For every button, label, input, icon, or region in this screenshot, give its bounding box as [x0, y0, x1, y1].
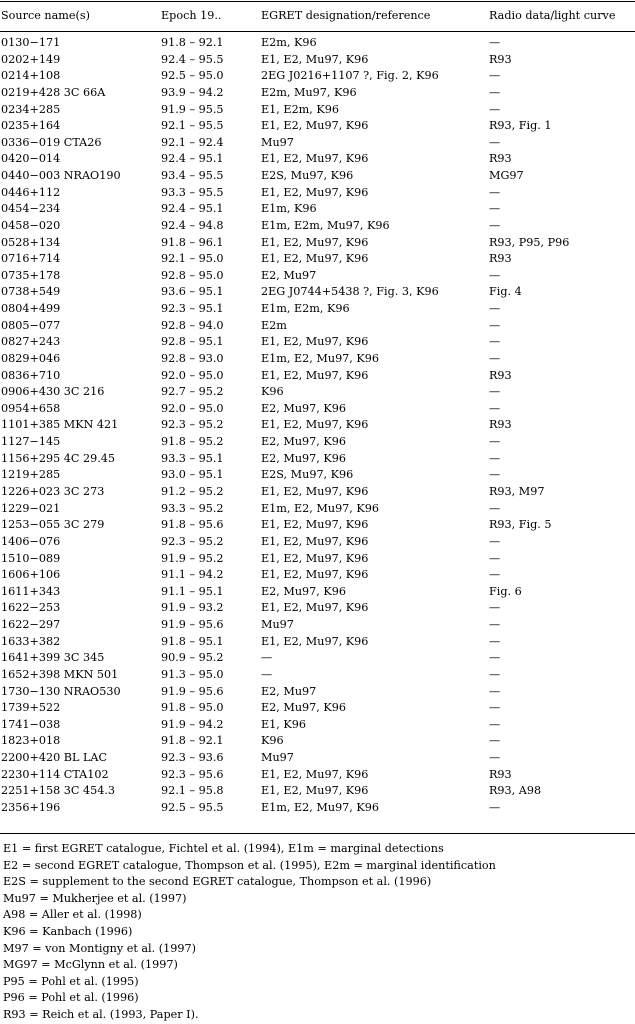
- egret-designation-cell: 2EG J0744+5438 ?, Fig. 3, K96: [261, 285, 439, 299]
- egret-designation-cell: E1, E2, Mu97, K96: [261, 767, 369, 781]
- epoch-cell: 92.1 – 92.4: [161, 135, 224, 149]
- epoch-cell: 91.2 – 95.2: [161, 485, 224, 498]
- bottom-rule: [0, 833, 635, 834]
- epoch-cell: 92.7 – 95.2: [161, 385, 224, 399]
- radio-data-cell: —: [489, 385, 501, 399]
- epoch-cell: 92.3 – 93.6: [161, 751, 224, 765]
- radio-data-cell: —: [489, 102, 501, 116]
- epoch-cell: 93.3 – 95.1: [161, 451, 224, 465]
- radio-data-cell: —: [489, 534, 501, 548]
- radio-data-cell: R93: [489, 252, 512, 266]
- epoch-cell: 92.5 – 95.0: [161, 69, 224, 83]
- radio-data-cell: —: [489, 751, 501, 765]
- epoch-cell: 91.8 – 95.1: [161, 634, 224, 648]
- epoch-cell: 92.0 – 95.0: [161, 401, 224, 415]
- source-name-cell: 1226+023 3C 273: [1, 485, 105, 498]
- source-name-cell: 0440−003 NRAO190: [1, 169, 121, 183]
- radio-data-cell: —: [489, 717, 501, 731]
- radio-data-cell: —: [489, 218, 501, 232]
- radio-data-cell: R93: [489, 152, 512, 166]
- egret-designation-cell: E2m, K96: [261, 36, 317, 49]
- egret-designation-cell: E2S, Mu97, K96: [261, 169, 354, 183]
- table-row: [0, 417, 635, 434]
- source-name-cell: 1606+106: [1, 568, 61, 582]
- table-row: [0, 717, 635, 734]
- egret-designation-cell: E1, E2, Mu97, K96: [261, 568, 369, 582]
- epoch-cell: 92.3 – 95.6: [161, 767, 224, 781]
- epoch-cell: 90.9 – 95.2: [161, 651, 224, 665]
- epoch-cell: 93.6 – 95.1: [161, 285, 224, 299]
- epoch-cell: 91.8 – 95.0: [161, 701, 224, 715]
- egret-designation-cell: E1, E2, Mu97, K96: [261, 119, 369, 133]
- header-source-names: Source name(s): [1, 9, 90, 22]
- epoch-cell: 92.8 – 94.0: [161, 318, 224, 332]
- epoch-cell: 91.8 – 95.6: [161, 518, 224, 532]
- note-line: E2 = second EGRET catalogue, Thompson et al. (1995), E2m = marginal identification: [3, 858, 496, 872]
- egret-designation-cell: E1m, E2, Mu97, K96: [261, 351, 380, 365]
- egret-designation-cell: Mu97: [261, 135, 294, 149]
- table-row: [0, 667, 635, 684]
- table-row: [0, 185, 635, 202]
- radio-data-cell: —: [489, 351, 501, 365]
- epoch-cell: 91.9 – 93.2: [161, 601, 224, 615]
- note-line: Mu97 = Mukherjee et al. (1997): [3, 891, 187, 905]
- table-row: [0, 783, 635, 800]
- table-row: [0, 600, 635, 617]
- table-row: [0, 700, 635, 717]
- radio-data-cell: —: [489, 451, 501, 465]
- source-name-cell: 0458−020: [1, 218, 61, 232]
- table-row: [0, 284, 635, 301]
- egret-designation-cell: —: [261, 651, 273, 665]
- table-row: [0, 268, 635, 285]
- egret-designation-cell: E2, Mu97, K96: [261, 435, 346, 449]
- table-row: [0, 301, 635, 318]
- radio-data-cell: —: [489, 734, 501, 748]
- radio-data-cell: R93: [489, 767, 512, 781]
- radio-data-cell: —: [489, 501, 501, 515]
- note-line: MG97 = McGlynn et al. (1997): [3, 958, 178, 972]
- radio-data-cell: —: [489, 651, 501, 665]
- note-line: K96 = Kanbach (1996): [3, 924, 133, 938]
- table-row: [0, 168, 635, 185]
- table-row: [0, 52, 635, 69]
- table-row: [0, 351, 635, 368]
- epoch-cell: 91.9 – 95.2: [161, 551, 224, 565]
- epoch-cell: 92.1 – 95.0: [161, 252, 224, 266]
- source-name-cell: 0446+112: [1, 185, 61, 199]
- source-name-cell: 0827+243: [1, 335, 61, 349]
- epoch-cell: 92.1 – 95.5: [161, 119, 224, 133]
- table-row: [0, 800, 635, 817]
- radio-data-cell: —: [489, 302, 501, 316]
- radio-data-cell: R93, P95, P96: [489, 235, 570, 249]
- source-name-cell: 1739+522: [1, 701, 61, 715]
- radio-data-cell: —: [489, 435, 501, 449]
- egret-designation-cell: E2, Mu97, K96: [261, 584, 346, 598]
- table-row: [0, 517, 635, 534]
- table-row: [0, 318, 635, 335]
- radio-data-cell: Fig. 4: [489, 285, 522, 299]
- radio-data-cell: Fig. 6: [489, 584, 522, 598]
- radio-data-cell: —: [489, 551, 501, 565]
- source-name-cell: 0716+714: [1, 252, 61, 266]
- table-row: [0, 451, 635, 468]
- source-name-cell: 0235+164: [1, 119, 61, 133]
- table-row: [0, 551, 635, 568]
- source-name-cell: 0214+108: [1, 69, 61, 83]
- table-row: [0, 650, 635, 667]
- epoch-cell: 93.4 – 95.5: [161, 169, 224, 183]
- egret-designation-cell: E2, Mu97, K96: [261, 451, 346, 465]
- source-name-cell: 0954+658: [1, 401, 61, 415]
- egret-designation-cell: E1, E2, Mu97, K96: [261, 368, 369, 382]
- note-line: R93 = Reich et al. (1993, Paper I).: [3, 1007, 199, 1021]
- egret-designation-cell: E1, K96: [261, 717, 306, 731]
- radio-data-cell: R93, Fig. 1: [489, 119, 552, 133]
- epoch-cell: 91.3 – 95.0: [161, 667, 224, 681]
- table-row: [0, 750, 635, 767]
- epoch-cell: 92.8 – 95.0: [161, 268, 224, 282]
- epoch-cell: 91.1 – 94.2: [161, 568, 224, 582]
- egret-designation-cell: E2S, Mu97, K96: [261, 468, 354, 482]
- note-line: P95 = Pohl et al. (1995): [3, 974, 139, 988]
- epoch-cell: 91.8 – 96.1: [161, 235, 224, 249]
- epoch-cell: 92.4 – 94.8: [161, 218, 224, 232]
- source-name-cell: 0234+285: [1, 102, 61, 116]
- source-name-cell: 1652+398 MKN 501: [1, 667, 119, 681]
- egret-designation-cell: —: [261, 667, 273, 681]
- egret-designation-cell: E1, E2, Mu97, K96: [261, 551, 369, 565]
- source-name-cell: 1823+018: [1, 734, 61, 748]
- epoch-cell: 91.8 – 92.1: [161, 36, 224, 49]
- source-name-cell: 2200+420 BL LAC: [1, 751, 108, 765]
- source-name-cell: 0336−019 CTA26: [1, 135, 102, 149]
- table-row: [0, 334, 635, 351]
- radio-data-cell: —: [489, 85, 501, 99]
- radio-data-cell: R93, M97: [489, 485, 545, 498]
- egret-designation-cell: 2EG J0216+1107 ?, Fig. 2, K96: [261, 69, 439, 83]
- note-line: M97 = von Montigny et al. (1997): [3, 941, 196, 955]
- radio-data-cell: —: [489, 185, 501, 199]
- egret-designation-cell: Mu97: [261, 751, 294, 765]
- egret-designation-cell: E1, E2, Mu97, K96: [261, 185, 369, 199]
- epoch-cell: 91.9 – 95.5: [161, 102, 224, 116]
- egret-designation-cell: K96: [261, 734, 284, 748]
- table-row: [0, 384, 635, 401]
- table-row: [0, 401, 635, 418]
- radio-data-cell: —: [489, 268, 501, 282]
- epoch-cell: 93.3 – 95.2: [161, 501, 224, 515]
- egret-designation-cell: E1m, E2, Mu97, K96: [261, 501, 380, 515]
- note-line: E2S = supplement to the second EGRET catalogue, Thompson et al. (1996): [3, 875, 432, 889]
- source-name-cell: 0906+430 3C 216: [1, 385, 105, 399]
- table-row: [0, 684, 635, 701]
- radio-data-cell: —: [489, 667, 501, 681]
- egret-designation-cell: E1, E2, Mu97, K96: [261, 335, 369, 349]
- table-row: [0, 135, 635, 152]
- table-row: [0, 567, 635, 584]
- epoch-cell: 92.5 – 95.5: [161, 800, 224, 814]
- table-row: [0, 368, 635, 385]
- epoch-cell: 91.9 – 95.6: [161, 684, 224, 698]
- egret-designation-cell: E2m, Mu97, K96: [261, 85, 357, 99]
- epoch-cell: 92.1 – 95.8: [161, 784, 224, 798]
- epoch-cell: 92.3 – 95.2: [161, 534, 224, 548]
- epoch-cell: 92.8 – 95.1: [161, 335, 224, 349]
- source-name-cell: 1219+285: [1, 468, 61, 482]
- epoch-cell: 92.4 – 95.1: [161, 202, 224, 216]
- source-name-cell: 0738+549: [1, 285, 61, 299]
- table-row: [0, 151, 635, 168]
- table-row: [0, 534, 635, 551]
- source-name-cell: 1622−297: [1, 618, 61, 632]
- source-name-cell: 0454−234: [1, 202, 61, 216]
- header-epoch: Epoch 19..: [161, 9, 222, 22]
- radio-data-cell: —: [489, 202, 501, 216]
- note-line: E1 = first EGRET catalogue, Fichtel et al. (1994), E1m = marginal detections: [3, 842, 444, 855]
- source-name-cell: 1101+385 MKN 421: [1, 418, 119, 432]
- egret-designation-cell: K96: [261, 385, 284, 399]
- source-name-cell: 1406−076: [1, 534, 61, 548]
- radio-data-cell: —: [489, 618, 501, 632]
- table-row: [0, 102, 635, 119]
- source-name-cell: 0202+149: [1, 52, 61, 66]
- radio-data-cell: —: [489, 701, 501, 715]
- table-row: [0, 85, 635, 102]
- table-row: [0, 733, 635, 750]
- source-name-cell: 0804+499: [1, 302, 61, 316]
- epoch-cell: 91.8 – 95.2: [161, 435, 224, 449]
- radio-data-cell: R93: [489, 368, 512, 382]
- epoch-cell: 92.3 – 95.2: [161, 418, 224, 432]
- source-name-cell: 0219+428 3C 66A: [1, 85, 106, 99]
- egret-designation-cell: Mu97: [261, 618, 294, 632]
- epoch-cell: 91.9 – 95.6: [161, 618, 224, 632]
- epoch-cell: 92.8 – 93.0: [161, 351, 224, 365]
- header-egret-designation: EGRET designation/reference: [261, 9, 431, 22]
- radio-data-cell: —: [489, 684, 501, 698]
- egret-designation-cell: E1m, E2m, Mu97, K96: [261, 218, 390, 232]
- table-row: [0, 251, 635, 268]
- epoch-cell: 93.9 – 94.2: [161, 85, 224, 99]
- source-name-cell: 0836+710: [1, 368, 61, 382]
- header-rule: [0, 31, 635, 32]
- radio-data-cell: R93, A98: [489, 784, 542, 798]
- radio-data-cell: —: [489, 135, 501, 149]
- radio-data-cell: R93, Fig. 5: [489, 518, 552, 532]
- radio-data-cell: —: [489, 335, 501, 349]
- egret-designation-cell: E1m, E2m, K96: [261, 302, 350, 316]
- egret-designation-cell: E1, E2, Mu97, K96: [261, 152, 369, 166]
- egret-designation-cell: E1m, K96: [261, 202, 317, 216]
- radio-data-cell: —: [489, 401, 501, 415]
- radio-data-cell: —: [489, 69, 501, 83]
- table-row: [0, 467, 635, 484]
- source-name-cell: 1622−253: [1, 601, 61, 615]
- egret-designation-cell: E2, Mu97: [261, 268, 317, 282]
- epoch-cell: 92.4 – 95.1: [161, 152, 224, 166]
- source-name-cell: 2230+114 CTA102: [1, 767, 109, 781]
- top-rule: [0, 1, 635, 2]
- table-row: [0, 634, 635, 651]
- egret-designation-cell: E1, E2, Mu97, K96: [261, 485, 369, 498]
- egret-designation-cell: E1, E2, Mu97, K96: [261, 418, 369, 432]
- egret-designation-cell: E1, E2, Mu97, K96: [261, 601, 369, 615]
- epoch-cell: 91.9 – 94.2: [161, 717, 224, 731]
- egret-designation-cell: E2, Mu97: [261, 684, 317, 698]
- radio-data-cell: —: [489, 318, 501, 332]
- radio-data-cell: R93: [489, 418, 512, 432]
- epoch-cell: 93.3 – 95.5: [161, 185, 224, 199]
- source-name-cell: 1156+295 4C 29.45: [1, 451, 116, 465]
- note-line: A98 = Aller et al. (1998): [3, 908, 142, 922]
- source-name-cell: 1253−055 3C 279: [1, 518, 105, 532]
- egret-designation-cell: E2, Mu97, K96: [261, 701, 346, 715]
- source-name-cell: 0805−077: [1, 318, 61, 332]
- epoch-cell: 92.4 – 95.5: [161, 52, 224, 66]
- table-row: [0, 617, 635, 634]
- radio-data-cell: —: [489, 601, 501, 615]
- epoch-cell: 91.8 – 92.1: [161, 734, 224, 748]
- table-row: [0, 501, 635, 518]
- radio-data-cell: R93: [489, 52, 512, 66]
- egret-designation-cell: E1, E2, Mu97, K96: [261, 534, 369, 548]
- radio-data-cell: —: [489, 634, 501, 648]
- note-line: P96 = Pohl et al. (1996): [3, 991, 139, 1005]
- table-header: [0, 8, 635, 26]
- source-name-cell: 0735+178: [1, 268, 61, 282]
- radio-data-cell: MG97: [489, 169, 524, 183]
- egret-designation-cell: E1, E2, Mu97, K96: [261, 518, 369, 532]
- epoch-cell: 93.0 – 95.1: [161, 468, 224, 482]
- source-name-cell: 1510−089: [1, 551, 61, 565]
- source-name-cell: 0420−014: [1, 152, 61, 166]
- source-name-cell: 1611+343: [1, 584, 61, 598]
- radio-data-cell: —: [489, 568, 501, 582]
- table-row: [0, 434, 635, 451]
- epoch-cell: 91.1 – 95.1: [161, 584, 224, 598]
- source-name-cell: 1741−038: [1, 717, 61, 731]
- table-row: [0, 35, 635, 52]
- epoch-cell: 92.0 – 95.0: [161, 368, 224, 382]
- source-name-cell: 0829+046: [1, 351, 61, 365]
- egret-designation-cell: E1, E2, Mu97, K96: [261, 235, 369, 249]
- table-row: [0, 218, 635, 235]
- source-name-cell: 1633+382: [1, 634, 61, 648]
- radio-data-cell: —: [489, 468, 501, 482]
- egret-designation-cell: E1, E2, Mu97, K96: [261, 52, 369, 66]
- egret-designation-cell: E2m: [261, 318, 287, 332]
- radio-data-cell: —: [489, 36, 501, 49]
- source-name-cell: 1127−145: [1, 435, 61, 449]
- table-row: [0, 484, 635, 501]
- header-radio-data: Radio data/light curve: [489, 9, 616, 22]
- source-name-cell: 0528+134: [1, 235, 61, 249]
- egret-designation-cell: E1, E2, Mu97, K96: [261, 784, 369, 798]
- table-row: [0, 584, 635, 601]
- source-name-cell: 1641+399 3C 345: [1, 651, 105, 665]
- egret-designation-cell: E1, E2, Mu97, K96: [261, 252, 369, 266]
- table-row: [0, 68, 635, 85]
- source-name-cell: 1229−021: [1, 501, 61, 515]
- table-row: [0, 118, 635, 135]
- epoch-cell: 92.3 – 95.1: [161, 302, 224, 316]
- source-name-cell: 2251+158 3C 454.3: [1, 784, 116, 798]
- radio-data-cell: —: [489, 800, 501, 814]
- egret-designation-cell: E1, E2m, K96: [261, 102, 339, 116]
- table-notes: [3, 841, 633, 1024]
- egret-designation-cell: E1m, E2, Mu97, K96: [261, 800, 380, 814]
- source-name-cell: 0130−171: [1, 36, 61, 49]
- table-row: [0, 235, 635, 252]
- table-row: [0, 767, 635, 784]
- table-row: [0, 201, 635, 218]
- egret-designation-cell: E1, E2, Mu97, K96: [261, 634, 369, 648]
- source-name-cell: 2356+196: [1, 800, 61, 814]
- egret-designation-cell: E2, Mu97, K96: [261, 401, 346, 415]
- source-name-cell: 1730−130 NRAO530: [1, 684, 121, 698]
